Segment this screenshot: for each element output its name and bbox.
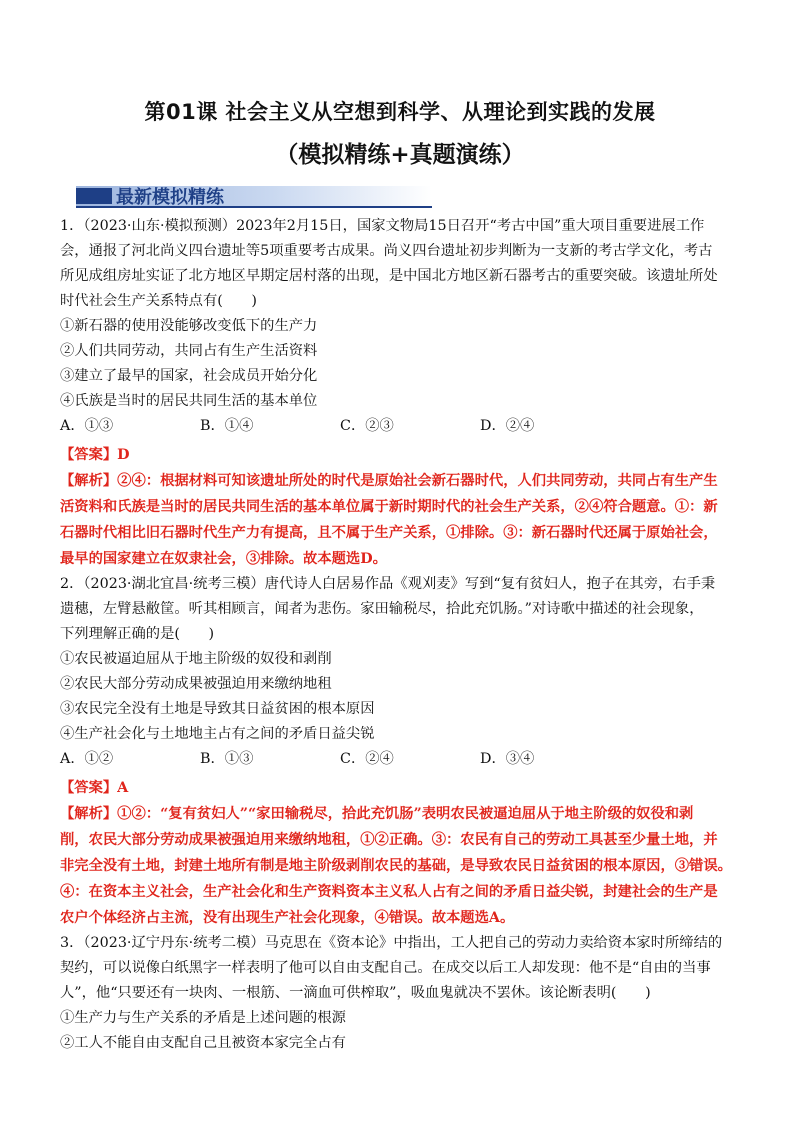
- section-title: 最新模拟精练: [116, 187, 224, 208]
- option-c: C．②④: [340, 751, 394, 767]
- answer-options: [60, 747, 760, 772]
- answer-label: 【答案】A: [60, 780, 129, 796]
- question-3: [60, 931, 760, 1056]
- question-stem-line: 3．（2023·辽宁丹东·统考二模）马克思在《资本论》中指出，工人把自己的劳动力卖给资本家时所缔结的: [60, 935, 723, 951]
- analysis-line: 最早的国家建立在奴隶社会，③排除。故本题选D。: [60, 551, 387, 567]
- option-b: B．①③: [200, 751, 254, 767]
- page-title: 第01课 社会主义从空想到科学、从理论到实践的发展: [144, 100, 656, 124]
- statement-item: ①新石器的使用没能够改变低下的生产力: [60, 318, 318, 334]
- analysis-line: 非完全没有土地，封建土地所有制是地主阶级剥削农民的基础，是导致农民日益贫困的根本原因，③错误。: [60, 858, 732, 874]
- statement-item: ①生产力与生产关系的矛盾是上述问题的根源: [60, 1010, 346, 1026]
- statement-item: ②工人不能自由支配自己且被资本家完全占有: [60, 1035, 346, 1051]
- page-subtitle: （模拟精练+真题演练）: [275, 142, 525, 168]
- option-a: A．①③: [60, 418, 114, 434]
- question-1: [60, 214, 760, 572]
- question-stem-line: 1．（2023·山东·模拟预测）2023年2月15日，国家文物局15日召开“考古中国”重大项目重要进展工作: [60, 218, 705, 234]
- option-a: A．①②: [60, 751, 114, 767]
- statement-item: ②农民大部分劳动成果被强迫用来缴纳地租: [60, 676, 332, 692]
- question-stem-line: 会，通报了河北尚义四台遗址等5项重要考古成果。尚义四台遗址初步判断为一支新的考古学文化，考古: [60, 243, 713, 259]
- analysis-line: 削，农民大部分劳动成果被强迫用来缴纳地租，①②正确。③：农民有自己的劳动工具甚至少量土地，并: [60, 832, 718, 848]
- question-stem-line: 人”，他“只要还有一块肉、一根筋、一滴血可供榨取”，吸血鬼就决不罢休。该论断表明( ): [60, 985, 651, 1001]
- question-stem-line: 所见成组房址实证了北方地区早期定居村落的出现，是中国北方地区新石器考古的重要突破。该遗址所处: [60, 268, 718, 284]
- option-d: D．②④: [480, 418, 535, 434]
- section-header: [76, 182, 432, 208]
- question-stem-line: 下列理解正确的是( ): [60, 626, 215, 642]
- statement-item: ④生产社会化与土地地主占有之间的矛盾日益尖锐: [60, 726, 375, 742]
- analysis-line: 石器时代相比旧石器时代生产力有提高，且不属于生产关系，①排除。③：新石器时代还属于原始社会，: [60, 525, 718, 541]
- question-stem-line: 遗穗，左臂悬敝筐。听其相顾言，闻者为悲伤。家田输税尽，拾此充饥肠。”对诗歌中描述的社会现象，: [60, 601, 704, 617]
- question-stem-line: 契约，可以说像白纸黑字一样表明了他可以自由支配自己。在成交以后工人却发现：他不是“自由的当事: [60, 960, 711, 976]
- analysis-line: ④：在资本主义社会，生产社会化和生产资料资本主义私人占有之间的矛盾日益尖锐，封建社会的生产是: [60, 884, 718, 900]
- analysis-line: 农户个体经济占主流，没有出现生产社会化现象，④错误。故本题选A。: [60, 910, 515, 926]
- statement-item: ③建立了最早的国家，社会成员开始分化: [60, 368, 318, 384]
- analysis-block: [60, 801, 760, 931]
- analysis-line: 【解析】②④：根据材料可知该遗址所处的时代是原始社会新石器时代，人们共同劳动，共同占有生产生: [60, 473, 718, 489]
- option-c: C．②③: [340, 418, 394, 434]
- statement-item: ③农民完全没有土地是导致其日益贫困的根本原因: [60, 701, 375, 717]
- option-d: D．③④: [480, 751, 535, 767]
- answer-label: 【答案】D: [60, 447, 130, 463]
- statement-item: ④氏族是当时的居民共同生活的基本单位: [60, 393, 318, 409]
- analysis-line: 活资料和氏族是当时的居民共同生活的基本单位属于新时期时代的社会生产关系，②④符合题意。①：新: [60, 499, 718, 515]
- option-b: B．①④: [200, 418, 254, 434]
- question-stem-line: 2．（2023·湖北宜昌·统考三模）唐代诗人白居易作品《观刈麦》写到“复有贫妇人，抱子在其旁，右手秉: [60, 576, 716, 592]
- question-list: [60, 214, 760, 1056]
- analysis-line: 【解析】①②：“复有贫妇人”“家田输税尽，拾此充饥肠”表明农民被逼迫屈从于地主阶级的奴役和剥: [60, 806, 694, 822]
- answer-options: [60, 414, 760, 439]
- section-bar-block: [76, 188, 112, 204]
- statement-item: ②人们共同劳动，共同占有生产生活资料: [60, 343, 318, 359]
- analysis-block: [60, 468, 760, 572]
- statement-item: ①农民被逼迫屈从于地主阶级的奴役和剥削: [60, 651, 332, 667]
- question-2: [60, 572, 760, 931]
- question-stem-line: 时代社会生产关系特点有( ): [60, 293, 258, 309]
